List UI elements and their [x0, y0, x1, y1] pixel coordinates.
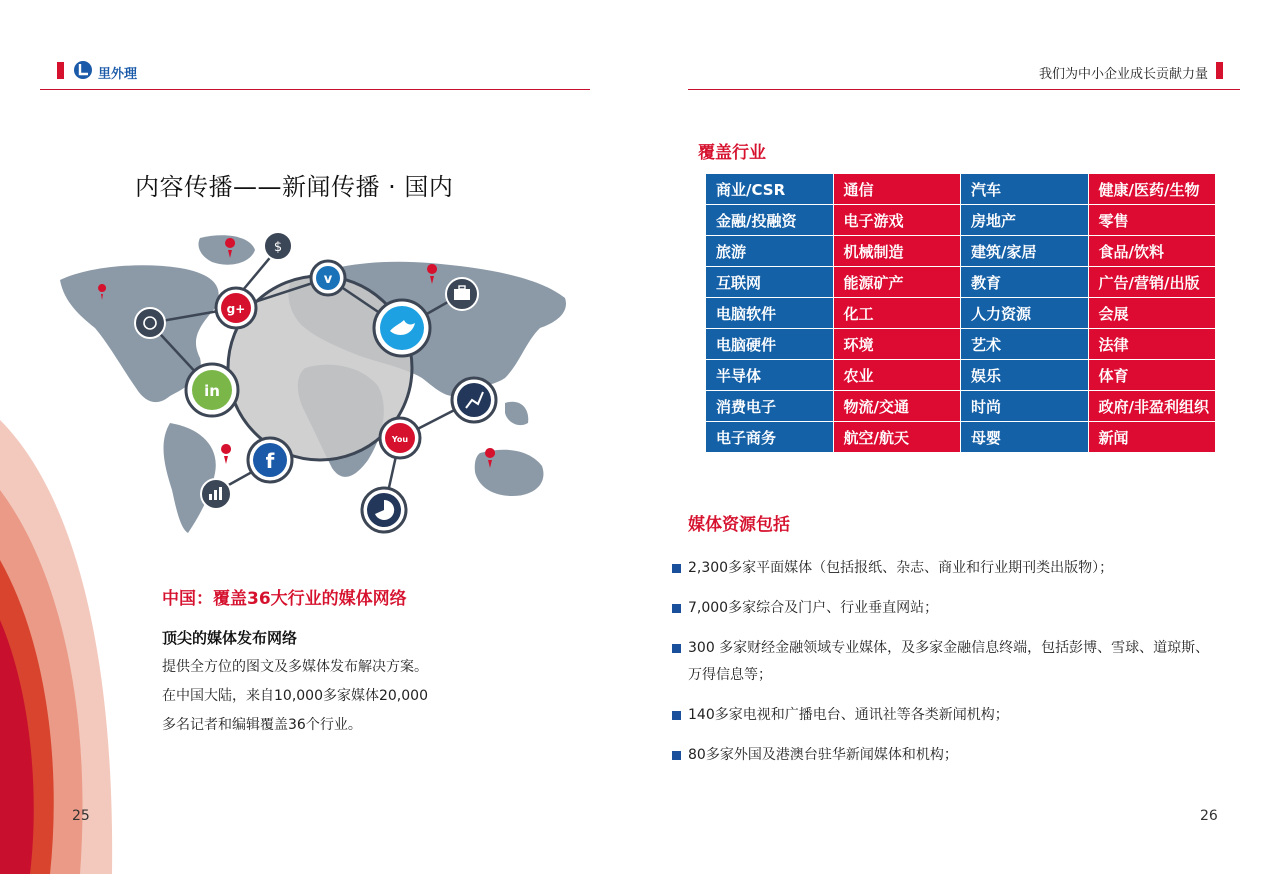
industry-cell: 建筑/家居: [961, 236, 1089, 267]
industry-cell: 能源矿产: [833, 267, 961, 298]
media-item-text: 80多家外国及港澳台驻华新闻媒体和机构；: [688, 747, 958, 763]
industry-cell: 零售: [1088, 205, 1216, 236]
media-item-text: 2,300多家平面媒体（包括报纸、杂志、商业和行业期刊类出版物）；: [688, 560, 1114, 576]
bullet-square-icon: [672, 751, 681, 760]
paragraph-line: 在中国大陆，来自10,000多家媒体20,000: [162, 688, 428, 704]
table-row: [706, 329, 1216, 360]
bullet-square-icon: [672, 604, 681, 613]
list-item: [672, 555, 1212, 582]
table-row: [706, 174, 1216, 205]
industry-cell: 旅游: [706, 236, 834, 267]
page-number-left: 25: [72, 808, 90, 824]
table-row: [706, 391, 1216, 422]
industry-cell: 艺术: [961, 329, 1089, 360]
industry-cell: 机械制造: [833, 236, 961, 267]
page-number-right: 26: [1200, 808, 1218, 824]
industry-cell: 环境: [833, 329, 961, 360]
brand-name: 里外理: [98, 67, 138, 82]
table-row: [706, 205, 1216, 236]
paragraph-line: 多名记者和编辑覆盖36个行业。: [162, 717, 362, 733]
svg-text:v: v: [323, 272, 333, 287]
list-item: [672, 635, 1212, 689]
svg-text:g+: g+: [226, 302, 246, 316]
brand-accent-bar: [57, 62, 64, 79]
list-item: [672, 595, 1212, 622]
header-rule-left: [40, 89, 590, 90]
industry-cell: 农业: [833, 360, 961, 391]
industry-cell: 食品/饮料: [1088, 236, 1216, 267]
industry-cell: 电子游戏: [833, 205, 961, 236]
slogan: 我们为中小企业成长贡献力量: [1038, 67, 1208, 82]
industry-cell: 娱乐: [961, 360, 1089, 391]
industry-cell: 人力资源: [961, 298, 1089, 329]
table-row: [706, 360, 1216, 391]
media-list: [672, 555, 1212, 769]
industry-cell: 教育: [961, 267, 1089, 298]
bullet-square-icon: [672, 711, 681, 720]
industry-cell: 母婴: [961, 422, 1089, 453]
industries-table: [705, 173, 1216, 453]
media-item-text: 7,000多家综合及门户、行业垂直网站；: [688, 600, 939, 616]
slogan-accent-bar: [1216, 62, 1223, 79]
industry-cell: 消费电子: [706, 391, 834, 422]
industries-title: 覆盖行业: [698, 143, 766, 163]
industry-cell: 广告/营销/出版: [1088, 267, 1216, 298]
sub-heading: 顶尖的媒体发布网络: [162, 629, 298, 647]
svg-text:You: You: [391, 435, 409, 444]
page-title: 内容传播——新闻传播 · 国内: [135, 173, 454, 201]
svg-text:f: f: [265, 449, 275, 473]
china-heading: 中国：覆盖36大行业的媒体网络: [162, 589, 407, 609]
industry-cell: 通信: [833, 174, 961, 205]
industry-cell: 新闻: [1088, 422, 1216, 453]
industry-cell: 化工: [833, 298, 961, 329]
industry-cell: 半导体: [706, 360, 834, 391]
industry-cell: 航空/航天: [833, 422, 961, 453]
industry-cell: 互联网: [706, 267, 834, 298]
paragraph-line: 提供全方位的图文及多媒体发布解决方案。: [162, 659, 428, 675]
svg-text:$: $: [273, 240, 283, 255]
industry-cell: 房地产: [961, 205, 1089, 236]
industry-cell: 金融/投融资: [706, 205, 834, 236]
world-media-network-map: [50, 228, 580, 548]
industry-cell: 物流/交通: [833, 391, 961, 422]
media-item-text: 140多家电视和广播电台、通讯社等各类新闻机构；: [688, 707, 1009, 723]
industry-cell: 时尚: [961, 391, 1089, 422]
industry-cell: 商业/CSR: [706, 174, 834, 205]
industry-cell: 健康/医药/生物: [1088, 174, 1216, 205]
svg-text:in: in: [204, 382, 220, 400]
industry-cell: 汽车: [961, 174, 1089, 205]
industry-cell: 法律: [1088, 329, 1216, 360]
media-item-text: 300 多家财经金融领域专业媒体，及多家金融信息终端，包括彭博、雪球、道琼斯、万得信息等；: [688, 640, 1210, 683]
list-item: [672, 742, 1212, 769]
industry-cell: 电子商务: [706, 422, 834, 453]
header-rule-right: [688, 89, 1240, 90]
media-title: 媒体资源包括: [688, 515, 790, 535]
table-row: [706, 267, 1216, 298]
industry-cell: 电脑软件: [706, 298, 834, 329]
list-item: [672, 702, 1212, 729]
industry-cell: 体育: [1088, 360, 1216, 391]
table-row: [706, 236, 1216, 267]
industry-cell: 会展: [1088, 298, 1216, 329]
bullet-square-icon: [672, 564, 681, 573]
industry-cell: 电脑硬件: [706, 329, 834, 360]
industry-cell: 政府/非盈利组织: [1088, 391, 1216, 422]
table-row: [706, 422, 1216, 453]
bullet-square-icon: [672, 644, 681, 653]
table-row: [706, 298, 1216, 329]
brand-logo-icon: [72, 60, 94, 80]
coins-icon: [135, 308, 165, 338]
